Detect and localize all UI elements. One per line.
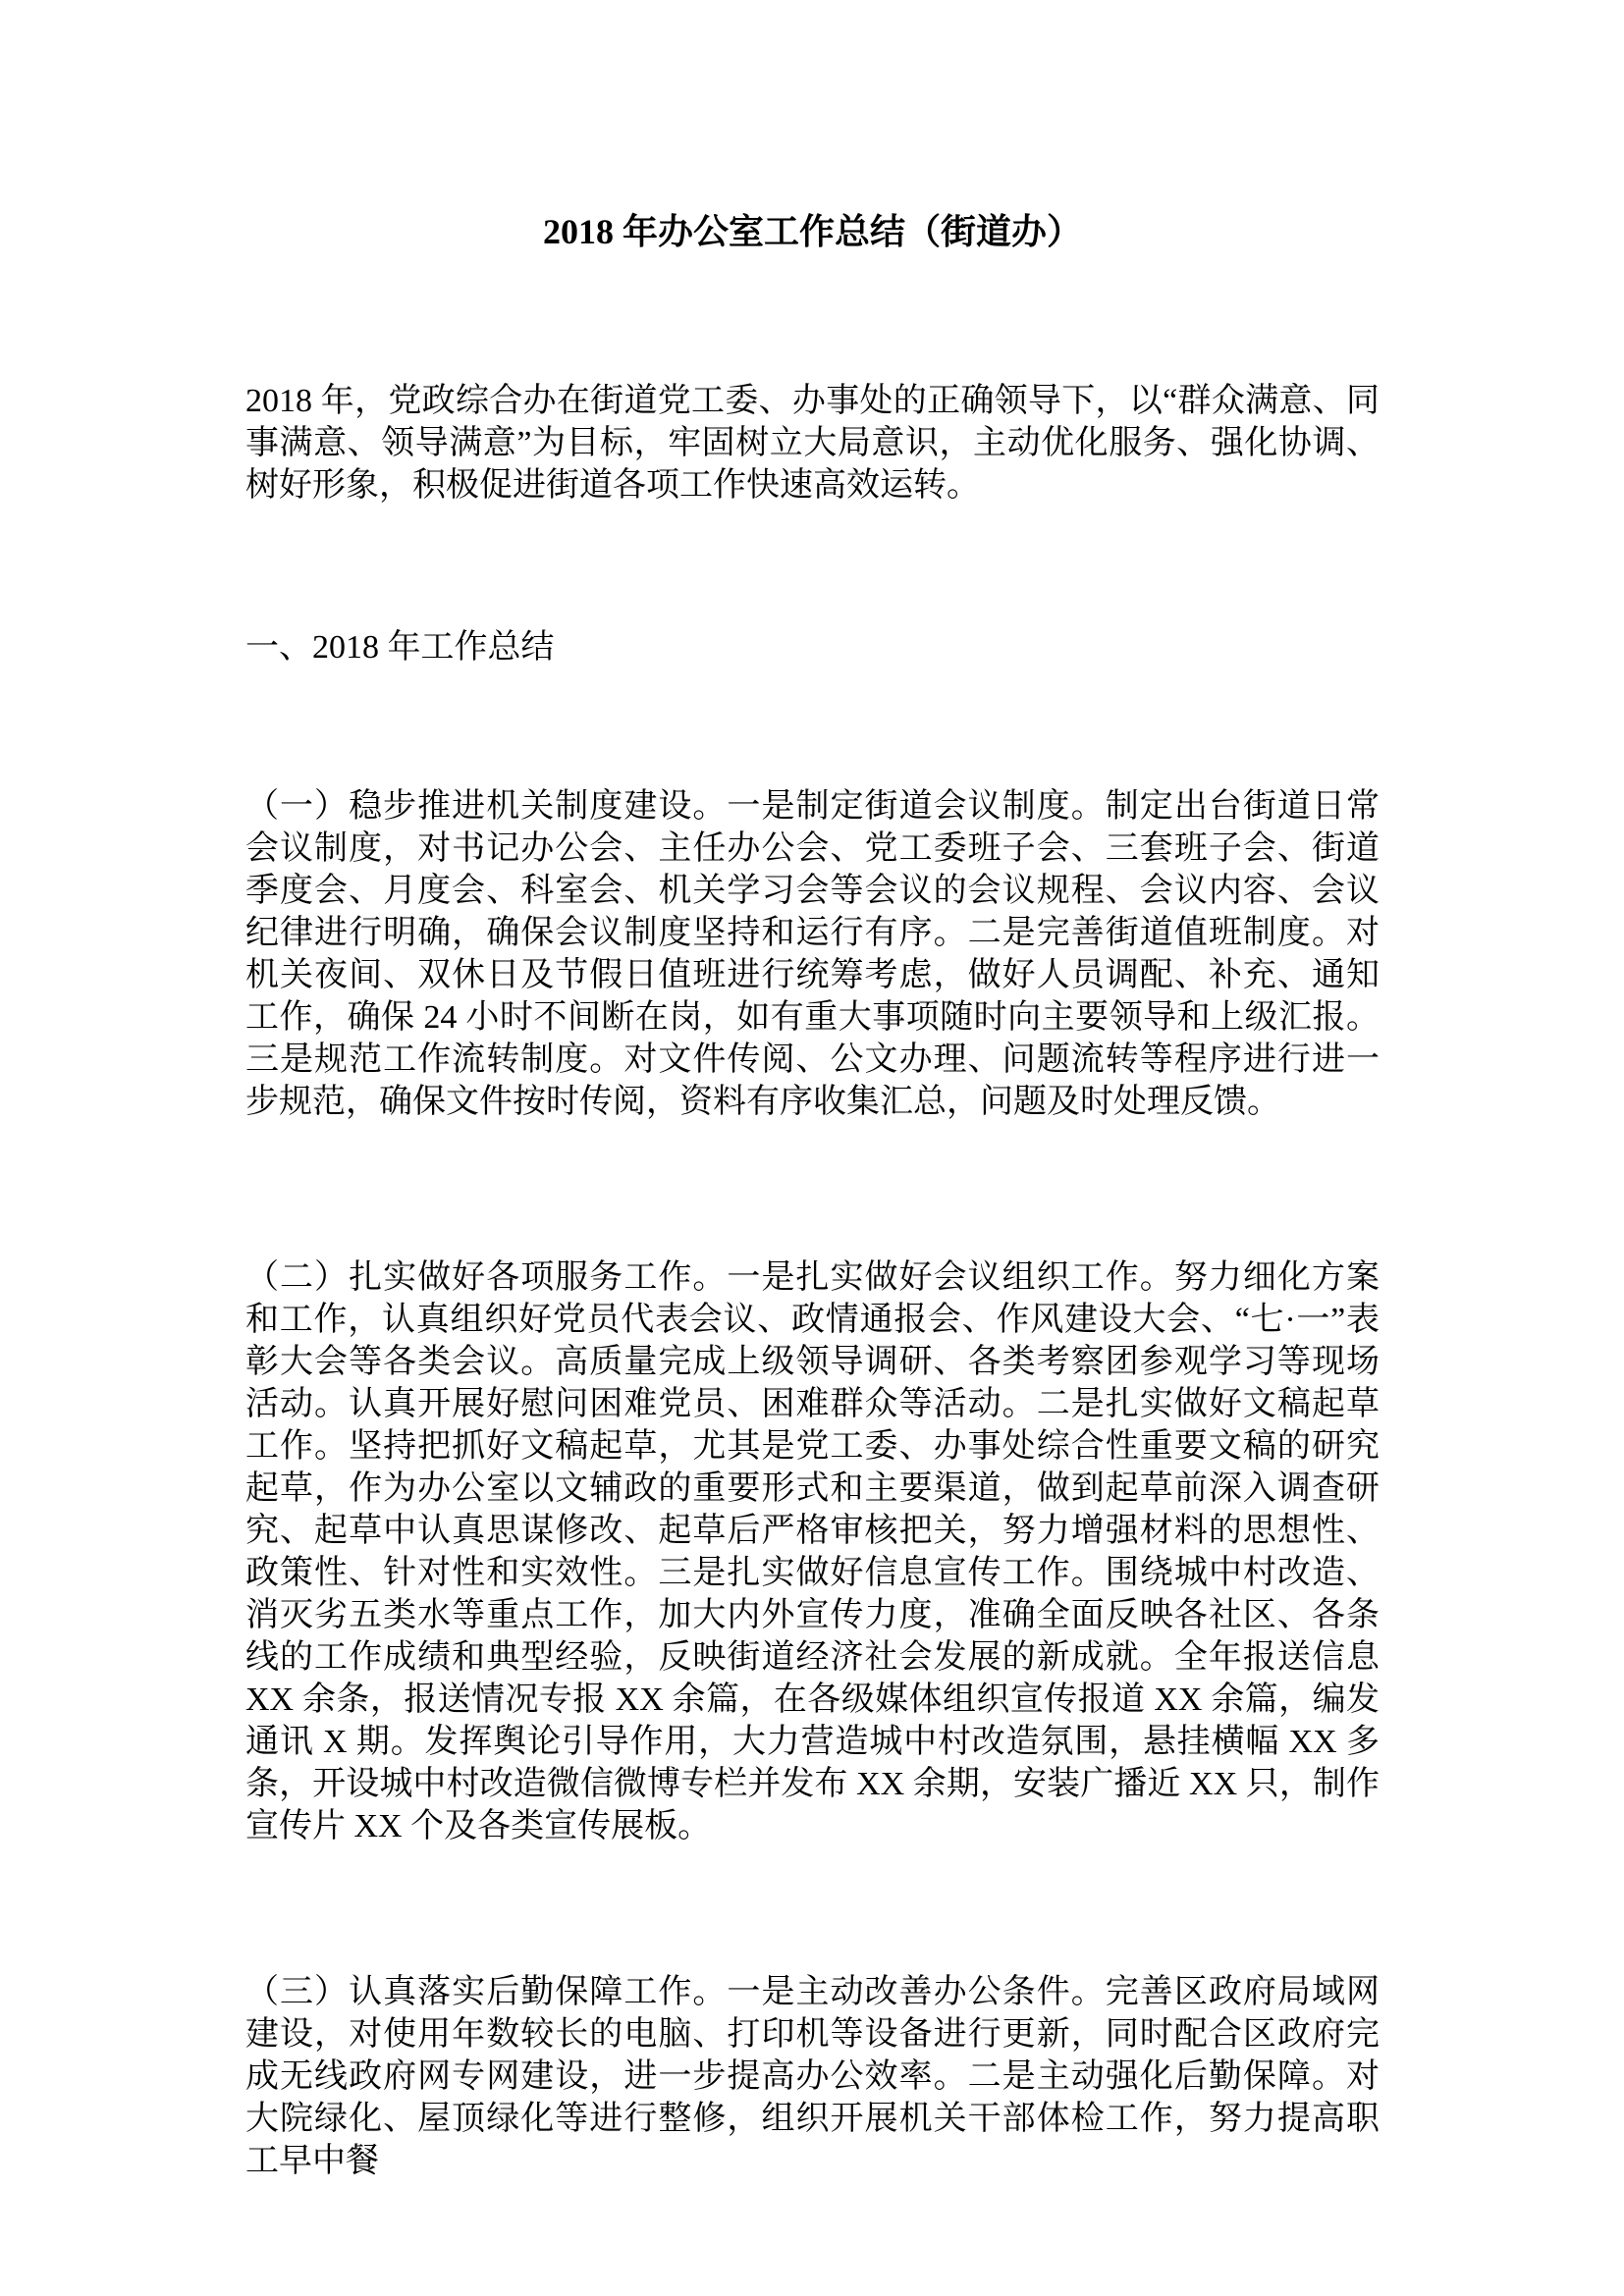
intro-paragraph: 2018 年，党政综合办在街道党工委、办事处的正确领导下，以“群众满意、同事满意、领导满意”为目标，牢固树立大局意识，主动优化服务、强化协调、树好形象，积极促进街道各项工作快速高效运转。 <box>245 383 1380 504</box>
document-title: 2018 年办公室工作总结（街道办） <box>542 212 1082 251</box>
section-heading-2018-summary: 一、2018 年工作总结 <box>245 629 555 666</box>
paragraph-item-3-logistics-support: （三）认真落实后勤保障工作。一是主动改善办公条件。完善区政府局域网建设，对使用年数较长的电脑、打印机等设备进行更新，同时配合区政府完成无线政府网专网建设，进一步提高办公效率。二是主动强化后勤保障。对大院绿化、屋顶绿化等进行整修，组织开展机关干部体检工作，努力提高职工早中餐 <box>245 1974 1380 2179</box>
paragraph-item-2-service-work: （二）扎实做好各项服务工作。一是扎实做好会议组织工作。努力细化方案和工作，认真组织好党员代表会议、政情通报会、作风建设大会、“七·一”表彰大会等各类会议。高质量完成上级领导调研、各类考察团参观学习等现场活动。认真开展好慰问困难党员、困难群众等活动。二是扎实做好文稿起草工作。坚持把抓好文稿起草，尤其是党工委、办事处综合性重要文稿的研究起草，作为办公室以文辅政的重要形式和主要渠道，做到起草前深入调查研究、起草中认真思谋修改、起草后严格审核把关，努力增强材料的思想性、政策性、针对性和实效性。三是扎实做好信息宣传工作。围绕城中村改造、消灭劣五类水等重点工作，加大内外宣传力度，准确全面反映各社区、各条线的工作成绩和典型经验，反映街道经济社会发展的新成就。全年报送信息 XX 余条，报送情况专报 XX 余篇，在各级媒体组织宣传报道 XX 余篇，编发通讯 X 期。发挥舆论引导作用，大力营造城中村改造氛围，悬挂横幅 XX 多条，开设城中村改造微信微博专栏并发布 XX 余期，安装广播近 XX 只，制作宣传片 XX 个及各类宣传展板。 <box>245 1259 1380 1844</box>
paragraph-item-1-institution-building: （一）稳步推进机关制度建设。一是制定街道会议制度。制定出台街道日常会议制度，对书记办公会、主任办公会、党工委班子会、三套班子会、街道季度会、月度会、科室会、机关学习会等会议的会议规程、会议内容、会议纪律进行明确，确保会议制度坚持和运行有序。二是完善街道值班制度。对机关夜间、双休日及节假日值班进行统筹考虑，做好人员调配、补充、通知工作，确保 24 小时不间断在岗，如有重大事项随时向主要领导和上级汇报。三是规范工作流转制度。对文件传阅、公文办理、问题流转等程序进行进一步规范，确保文件按时传阅，资料有序收集汇总，问题及时处理反馈。 <box>245 788 1380 1120</box>
